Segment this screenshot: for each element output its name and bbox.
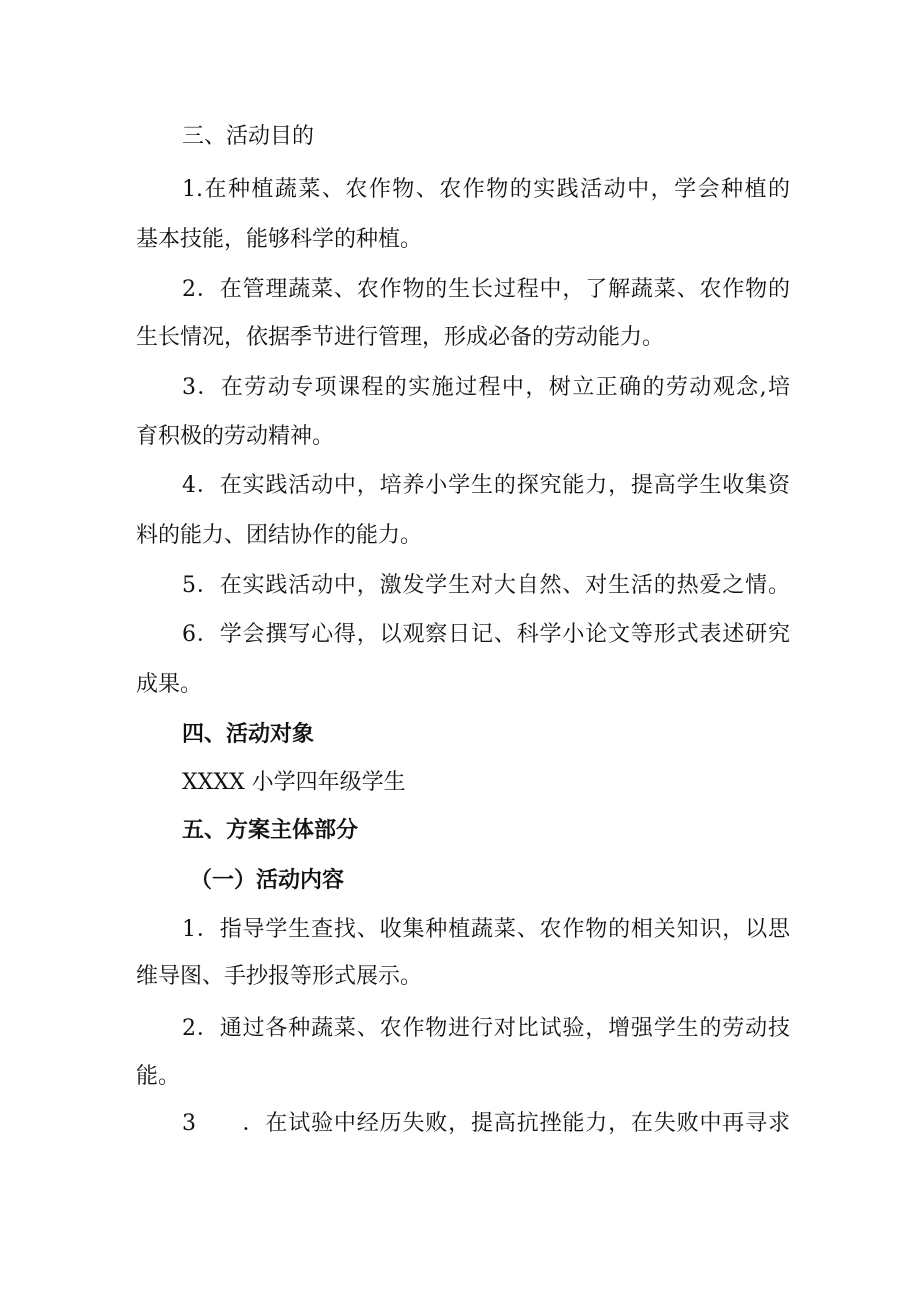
goal-3-line-2: 育积极的劳动精神。 [136,424,335,449]
goal-6-line-2: 成果。 [136,672,203,697]
goal-2-line-1: 2．在管理蔬菜、农作物的生长过程中，了解蔬菜、农作物的 [182,277,790,302]
goal-1-line-2: 基本技能，能够科学的种植。 [136,227,423,252]
content-1-line-2: 维导图、手抄报等形式展示。 [136,964,423,989]
goal-2-line-2: 生长情况，依据季节进行管理，形成必备的劳动能力。 [136,325,665,350]
content-2-line-1: 2．通过各种蔬菜、农作物进行对比试验，增强学生的劳动技 [182,1016,790,1041]
goal-4-line-1: 4．在实践活动中，培养小学生的探究能力，提高学生收集资 [182,473,790,498]
section-heading-goals: 三、活动目的 [182,124,315,149]
subheading-activity-content: （一）活动内容 [190,867,345,893]
content-3-line-1: 3 ．在试验中经历失败，提高抗挫能力，在失败中再寻求 [182,1111,790,1136]
goal-4-line-2: 料的能力、团结协作的能力。 [136,523,423,548]
goal-3-line-1: 3．在劳动专项课程的实施过程中，树立正确的劳动观念,培 [182,375,790,400]
goal-1-line-1: 1.在种植蔬菜、农作物、农作物的实践活动中，学会种植的 [182,177,790,202]
content-1-line-1: 1．指导学生查找、收集种植蔬菜、农作物的相关知识，以思 [182,917,790,942]
target-audience: XXXX 小学四年级学生 [182,770,406,795]
goal-5-line-1: 5．在实践活动中，激发学生对大自然、对生活的热爱之情。 [182,573,790,598]
section-heading-plan: 五、方案主体部分 [182,817,359,843]
section-heading-target: 四、活动对象 [182,721,315,747]
content-2-line-2: 能。 [136,1064,181,1089]
goal-6-line-1: 6．学会撰写心得，以观察日记、科学小论文等形式表述研究 [182,622,790,647]
